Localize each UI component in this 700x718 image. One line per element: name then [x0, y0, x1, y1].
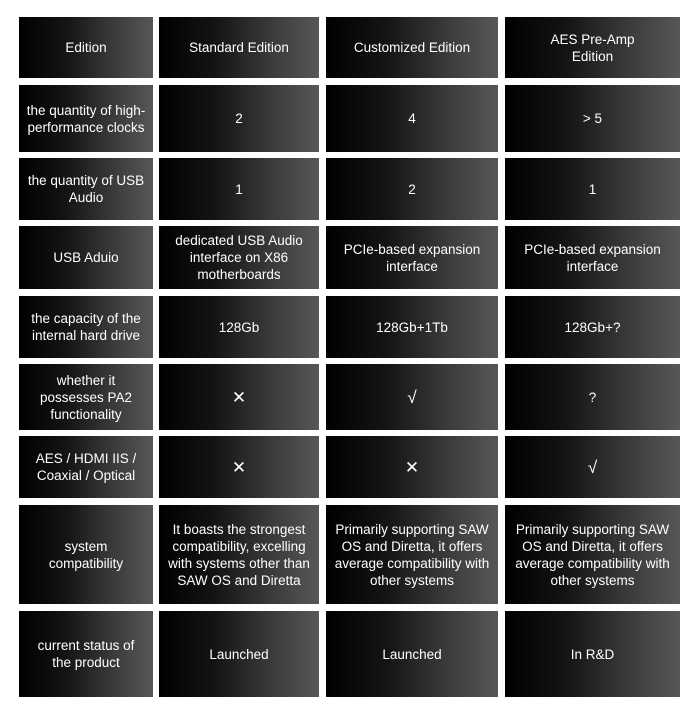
cell-text: 128Gb — [218, 319, 260, 335]
check-icon — [326, 364, 498, 430]
table-cell — [505, 158, 680, 220]
check-icon — [505, 436, 680, 498]
table-cell — [505, 296, 680, 358]
header-cell-aes-preamp-edition — [505, 17, 680, 78]
cell-text: √ — [407, 387, 417, 407]
cell-text: PCIe-based expansion interface — [524, 241, 661, 274]
row-label-pa2 — [19, 364, 153, 430]
status-cell — [159, 611, 319, 697]
table-cell — [326, 505, 498, 604]
table-cell — [505, 505, 680, 604]
cell-text: system compatibility — [48, 538, 124, 571]
header-cell-edition — [19, 17, 153, 78]
cell-text: 128Gb+1Tb — [376, 319, 448, 335]
cell-text: PCIe-based expansion interface — [343, 241, 481, 274]
row-label-current-status — [19, 611, 153, 697]
cell-text: 2 — [408, 181, 416, 197]
cell-text: 128Gb+? — [564, 319, 621, 335]
table-cell — [159, 505, 319, 604]
cell-text: whether it possesses PA2 functionality — [39, 372, 133, 422]
table-cell — [159, 296, 319, 358]
cell-text: the quantity of USB Audio — [27, 173, 145, 205]
row-label-aes-hdmi — [19, 436, 153, 498]
header-cell-customized-edition — [326, 17, 498, 78]
cross-icon — [326, 436, 498, 498]
cell-text: > 5 — [582, 111, 603, 126]
table-cell — [159, 85, 319, 152]
cell-text: √ — [587, 457, 598, 477]
table-cell — [159, 158, 319, 220]
header-cell-standard-edition — [159, 17, 319, 78]
cell-text: 1 — [588, 181, 597, 197]
cell-text: current status of the product — [37, 638, 135, 670]
cell-text: ? — [588, 389, 597, 405]
cell-text: ✕ — [231, 387, 247, 407]
status-cell — [505, 611, 680, 697]
cross-icon — [159, 436, 319, 498]
row-label-usb-audio-quantity — [19, 158, 153, 220]
cell-text: USB Aduio — [53, 250, 119, 265]
row-label-usb-audio — [19, 226, 153, 289]
cell-text: 2 — [235, 111, 243, 126]
cell-text: Launched — [382, 646, 442, 662]
table-cell — [505, 85, 680, 152]
table-cell — [326, 158, 498, 220]
cell-text: ✕ — [404, 457, 420, 477]
table-cell — [505, 364, 680, 430]
row-label-hard-drive — [19, 296, 153, 358]
header-text: AES Pre-Amp Edition — [550, 31, 635, 64]
table-cell — [505, 226, 680, 289]
header-text: Customized Edition — [353, 40, 471, 55]
cell-text: Launched — [209, 646, 269, 662]
row-label-clocks — [19, 85, 153, 152]
cell-text: 1 — [235, 181, 243, 197]
cell-text: the capacity of the internal hard drive — [31, 311, 141, 343]
table-cell — [326, 296, 498, 358]
row-label-system-compatibility — [19, 505, 153, 604]
cross-icon — [159, 364, 319, 430]
status-cell — [326, 611, 498, 697]
table-cell — [159, 226, 319, 289]
header-text: Edition — [65, 40, 107, 55]
table-cell — [326, 85, 498, 152]
cell-text: the quantity of high-performance clocks — [26, 102, 146, 135]
table-cell — [326, 226, 498, 289]
cell-text: It boasts the strongest compatibility, excelling with systems other than SAW OS and Diretta — [168, 521, 310, 588]
cell-text: ✕ — [231, 457, 247, 477]
cell-text: dedicated USB Audio interface on X86 motherboards — [175, 233, 303, 282]
cell-text: AES / HDMI IIS / Coaxial / Optical — [35, 451, 137, 483]
cell-text: Primarily supporting SAW OS and Diretta, it offers average compatibility with other systems — [334, 521, 490, 588]
header-text: Standard Edition — [189, 40, 289, 55]
cell-text: In R&D — [570, 646, 615, 662]
cell-text: 4 — [408, 111, 416, 126]
cell-text: Primarily supporting SAW OS and Diretta, it offers average compatibility with other systems — [515, 521, 670, 588]
